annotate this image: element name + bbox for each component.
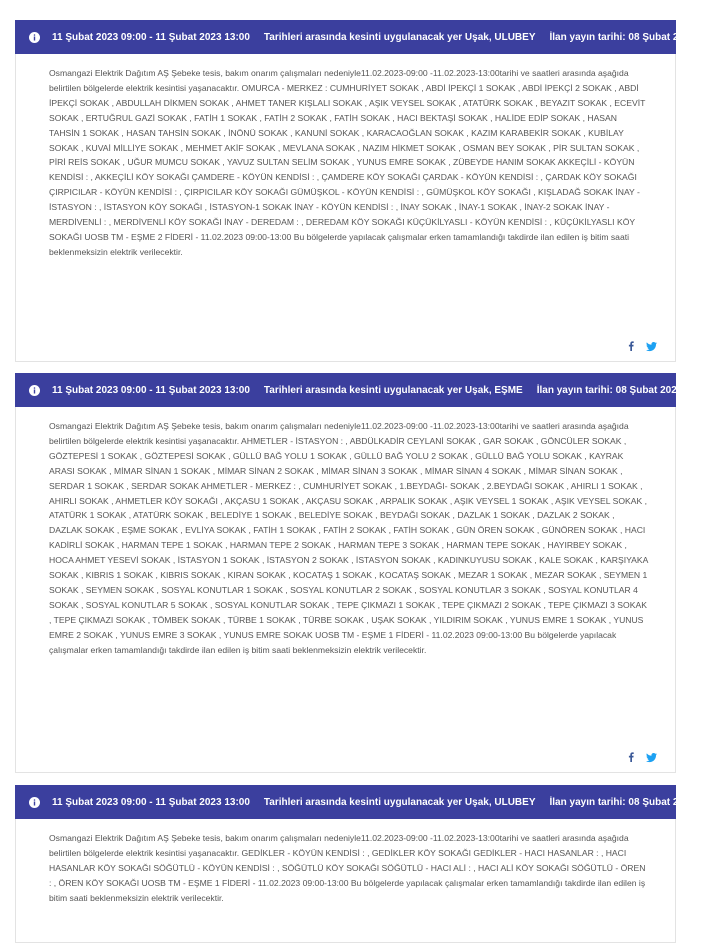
share-links xyxy=(628,341,657,351)
notice-text: Osmangazi Elektrik Dağıtım AŞ Şebeke tesis, bakım onarım çalışmaları nedeniyle11.02.2023-09:00 -11.02.2023-13:00tarihi ve saatleri arasında aşağıda belirtilen bölgelerde elektrik kesintisi yaşanacaktır. AHMETLER - İSTASYON : , ABDÜLKADİR CEYLANİ SOKAK , GAR SOKAK , GÖNCÜLER SOKAK , GÖZTEPESİ 1 SOKAK , GÖZTEPESİ SOKAK , GÜLLÜ BAĞ YOLU 1 SOKAK , GÜLLÜ BAĞ YOLU 2 SOKAK , GÜLLÜ BAĞ YOLU SOKAK , KAYRAK ARASI SOKAK , MİMAR SİNAN 1 SOKAK , MİMAR SİNAN 2 SOKAK , MİMAR SİNAN 3 SOKAK , MİMAR SİNAN 4 SOKAK , MİMAR SİNAN SOKAK , SERDAR 1 SOKAK , SERDAR SOKAK AHMETLER - MERKEZ : , CUMHURİYET SOKAK , 1.BEYDAĞI- SOKAK , 2.BEYDAĞI SOKAK , AHIRLI 1 SOKAK , AHIRLI SOKAK , AHMETLER KÖY SOKAĞI , AKÇASU 1 SOKAK , AKÇASU SOKAK , ARPALIK SOKAK , AŞIK VEYSEL 1 SOKAK , AŞIK VEYSEL SOKAK , ATATÜRK 1 SOKAK , ATATÜRK SOKAK , BELEDİYE 1 SOKAK , BELEDİYE SOKAK , BEYDAĞI SOKAK , DAZLAK 1 SOKAK , DAZLAK 2 SOKAK , DAZLAK SOKAK , EŞME SOKAK , EVLİYA SOKAK , FATİH 1 SOKAK , FATİH 2 SOKAK , FATİH SOKAK , GÜN ÖREN SOKAK , GÜNÖREN SOKAK , HACI KADİRLİ SOKAK , HARMAN TEPE 1 SOKAK , HARMAN TEPE 2 SOKAK , HARMAN TEPE 3 SOKAK , HARMAN TEPE SOKAK , HAYIRBEY SOKAK , HOCA AHMET YESEVİ SOKAK , İSTASYON 1 SOKAK , İSTASYON 2 SOKAK , İSTASYON SOKAK , KADINKUYUSU SOKAK , KALE SOKAK , KARŞIYAKA SOKAK , KIBRIS 1 SOKAK , KIBRIS SOKAK , KIRAN SOKAK , KOCATAŞ 1 SOKAK , KOCATAŞ SOKAK , MEZAR 1 SOKAK , MEZAR SOKAK , SEYMEN 1 SOKAK , SEYMEN SOKAK , SOSYAL KONUTLAR 1 SOKAK , SOSYAL KONUTLAR 2 SOKAK , SOSYAL KONUTLAR 3 SOKAK , SOSYAL KONUTLAR 4 SOKAK , SOSYAL KONUTLAR 5 SOKAK , SOSYAL KONUTLAR SOKAK , TEPE ÇIKMAZI 1 SOKAK , TEPE ÇIKMAZI 2 SOKAK , TEPE ÇIKMAZI 3 SOKAK , TEPE ÇIKMAZI SOKAK , TÖMBEK SOKAK , TÜRBE 1 SOKAK , TÜRBE SOKAK , UŞAK SOKAK , YILDIRIM SOKAK , YUNUS EMRE 1 SOKAK , YUNUS EMRE 2 SOKAK , YUNUS EMRE 3 SOKAK , YUNUS EMRE SOKAK UOSB TM - EŞME 1 FİDERİ - 11.02.2023 09:00-13:00 Bu bölgelerde yapılacak çalışmalar erken tamamlandığı takdirde ilan edilen iş bitim saati beklenmeksizin elektrik verilecektir. xyxy=(49,421,648,655)
info-circle-icon xyxy=(29,32,40,43)
info-circle-icon xyxy=(29,385,40,396)
notice-dates: 11 Şubat 2023 09:00 - 11 Şubat 2023 13:00 xyxy=(52,384,250,396)
notice-body xyxy=(15,407,676,773)
notice-header[interactable] xyxy=(15,373,683,407)
notice-dates: 11 Şubat 2023 09:00 - 11 Şubat 2023 13:00 xyxy=(52,796,250,808)
chevron-down-icon[interactable] xyxy=(701,797,711,807)
notice-dates: 11 Şubat 2023 09:00 - 11 Şubat 2023 13:00 xyxy=(52,31,250,43)
notice-header[interactable] xyxy=(15,785,696,819)
info-circle-icon xyxy=(29,797,40,808)
outage-notice-card xyxy=(15,20,696,362)
notice-text: Osmangazi Elektrik Dağıtım AŞ Şebeke tesis, bakım onarım çalışmaları nedeniyle11.02.2023-09:00 -11.02.2023-13:00tarihi ve saatleri arasında aşağıda belirtilen bölgelerde elektrik kesintisi yaşanacaktır. OMURCA - MERKEZ : CUMHURİYET SOKAK , ABDİ İPEKÇİ 1 SOKAK , ABDİ İPEKÇİ 2 SOKAK , ABDİ İPEKÇİ SOKAK , ABDULLAH DİKMEN SOKAK , AHMET TANER KIŞLALI SOKAK , AŞIK VEYSEL SOKAK , ATATÜRK SOKAK , BEYAZIT SOKAK , ECEVİT SOKAK , ERTUĞRUL GAZİ SOKAK , FATİH 1 SOKAK , FATİH 2 SOKAK , FATİH SOKAK , HACI BEKTAŞİ SOKAK , HALİDE EDİP SOKAK , HASAN TAHSİN 1 SOKAK , HASAN TAHSİN SOKAK , İNÖNÜ SOKAK , KANUNİ SOKAK , KARACAOĞLAN SOKAK , KAZIM KARABEKİR SOKAK , KUBİLAY SOKAK , KUVAİ MİLLİYE SOKAK , MEHMET AKİF SOKAK , MEVLANA SOKAK , NAZIM HİKMET SOKAK , OSMAN BEY SOKAK , PİR SULTAN SOKAK , PİRİ REİS SOKAK , UĞUR MUMCU SOKAK , YAVUZ SULTAN SELİM SOKAK , YUNUS EMRE SOKAK , ZÜBEYDE HANIM SOKAK AKKEÇİLİ - KÖYÜN KENDİSİ : , AKKEÇİLİ KÖY SOKAĞI ÇAMDERE - KÖYÜN KENDİSİ : , ÇAMDERE KÖY SOKAĞI ÇARDAK - KÖYÜN KENDİSİ : , ÇARDAK KÖY SOKAĞI ÇIRPICILAR - KÖYÜN KENDİSİ : , ÇIRPICILAR KÖY SOKAĞI GÜMÜŞKOL - KÖYÜN KENDİSİ : , GÜMÜŞKOL KÖY SOKAĞI , KIŞLADAĞ SOKAK İNAY - İSTASYON : , İSTASYON KÖY SOKAĞI , İSTASYON-1 SOKAK İNAY - KÖYÜN KENDİSİ : , İNAY SOKAK , İNAY-1 SOKAK , İNAY-2 SOKAK İNAY - MERDİVENLİ : , MERDİVENLİ KÖY SOKAĞI İNAY - DEREDAM : , DEREDAM KÖY SOKAĞI KÜÇÜKİLYASLI - KÖYÜN KENDİSİ : , KÜÇÜKİLYASLI KÖY SOKAĞI UOSB TM - EŞME 2 FİDERİ - 11.02.2023 09:00-13:00 Bu bölgelerde yapılacak çalışmalar erken tamamlandığı takdirde ilan edilen iş bitim saati beklenmeksizin elektrik verilecektir. xyxy=(49,68,646,257)
twitter-icon[interactable] xyxy=(646,753,657,762)
facebook-icon[interactable] xyxy=(628,752,634,762)
chevron-down-icon[interactable] xyxy=(701,32,711,42)
notice-body xyxy=(15,819,676,943)
notice-publish-date: İlan yayın tarihi: 08 Şubat 2023 xyxy=(549,796,696,808)
outage-notice-card xyxy=(15,373,683,773)
share-links xyxy=(628,752,657,762)
notice-publish-date: İlan yayın tarihi: 08 Şubat 2023 xyxy=(536,384,683,396)
notice-publish-date: İlan yayın tarihi: 08 Şubat 2023 xyxy=(549,31,696,43)
notice-location: Tarihleri arasında kesinti uygulanacak yer Uşak, ULUBEY xyxy=(263,796,536,808)
chevron-down-icon[interactable] xyxy=(682,385,692,395)
facebook-icon[interactable] xyxy=(628,341,634,351)
notice-body xyxy=(15,54,676,362)
notice-header[interactable] xyxy=(15,20,696,54)
notice-location: Tarihleri arasında kesinti uygulanacak yer Uşak, ULUBEY xyxy=(263,31,536,43)
notice-location: Tarihleri arasında kesinti uygulanacak yer Uşak, EŞME xyxy=(263,384,523,396)
outage-notice-card xyxy=(15,785,696,943)
notice-text: Osmangazi Elektrik Dağıtım AŞ Şebeke tesis, bakım onarım çalışmaları nedeniyle11.02.2023-09:00 -11.02.2023-13:00tarihi ve saatleri arasında aşağıda belirtilen bölgelerde elektrik kesintisi yaşanacaktır. GEDİKLER - KÖYÜN KENDİSİ : , GEDİKLER KÖY SOKAĞI GEDİKLER - HACI HASANLAR : , HACI HASANLAR KÖY SOKAĞI SÖĞÜTLÜ - KÖYÜN KENDİSİ : , SÖĞÜTLÜ KÖY SOKAĞI SÖĞÜTLÜ - HACI ALİ : , HACI ALİ KÖY SOKAĞI SÖĞÜTLÜ - ÖREN : , ÖREN KÖY SOKAĞI UOSB TM - EŞME 1 FİDERİ - 11.02.2023 09:00-13:00 Bu bölgelerde yapılacak çalışmalar erken tamamlandığı takdirde ilan edilen iş bitim saati beklenmeksizin elektrik verilecektir. xyxy=(49,833,646,903)
twitter-icon[interactable] xyxy=(646,342,657,351)
